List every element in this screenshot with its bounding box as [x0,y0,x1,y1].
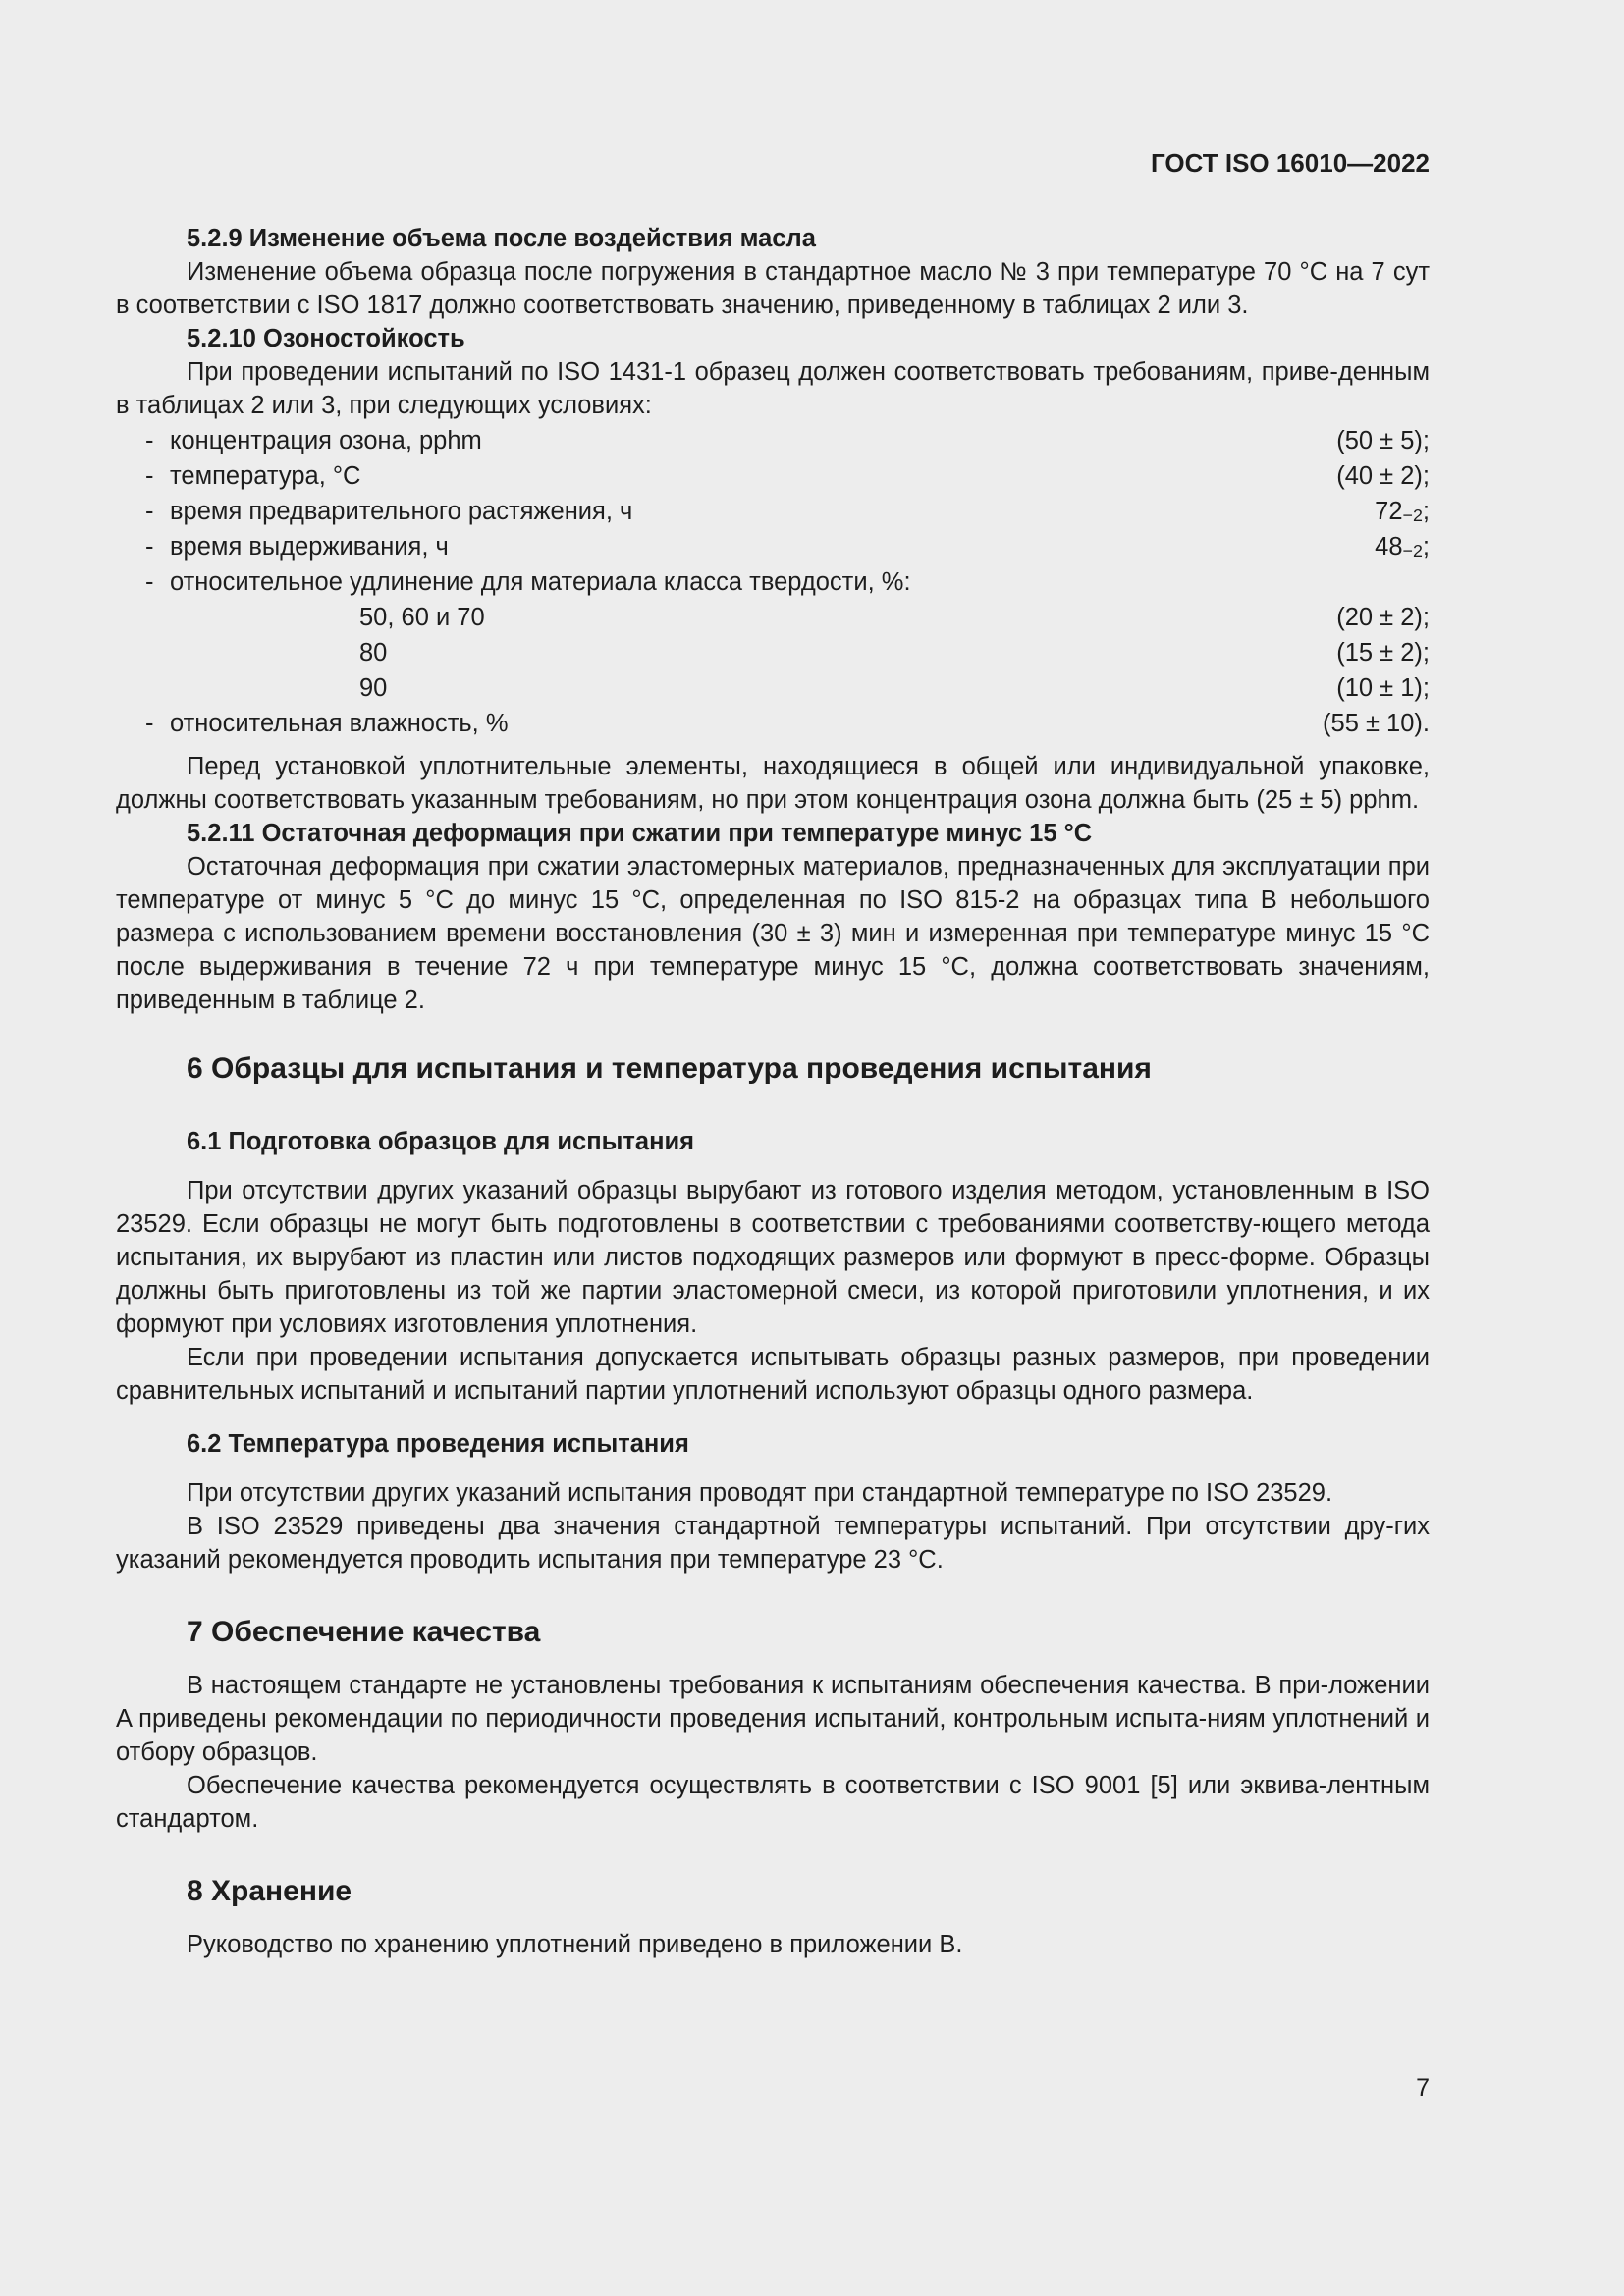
condition-item [116,459,1430,495]
condition-value: (50 ± 5); [1336,427,1430,454]
condition-label: относительное удлинение для материала класса твердости, %: [170,568,911,596]
condition-label: время выдерживания, ч [170,533,449,561]
paragraph-5-2-11: Остаточная деформация при сжатии эластомерных материалов, предназначенных для эксплуатации при температуре от минус 5 °C до минус 15 °C, определенная по ISO 815-2 на образцах типа B небольшого размера с использованием времени восстановления (30 ± 3) мин и измеренная при температуре минус 15 °C после выдерживания в течение 72 ч при температуре минус 15 °C, должна соответствовать значениям, приведенным в таблице 2. [116,853,1430,1014]
heading-6-2: 6.2 Температура проведения испытания [187,1430,689,1458]
hardness-item [116,671,1430,707]
paragraph-6-2-1: При отсутствии других указаний испытания проводят при стандартной температуре по ISO 23529. [187,1479,1333,1507]
hardness-label: 50, 60 и 70 [359,604,485,631]
hardness-item [116,601,1430,636]
paragraph-8-1: Руководство по хранению уплотнений приведено в приложении B. [187,1931,963,1958]
hardness-value: (10 ± 1); [1336,674,1430,702]
paragraph-7-1: В настоящем стандарте не установлены требования к испытаниям обеспечения качества. В при-ложении A приведены рекомендации по периодичности проведения испытаний, контрольным испыта-ниям уплотнений и отбору образцов. [116,1672,1430,1766]
section-8-title: 8 Хранение [187,1875,352,1907]
condition-value [1375,495,1430,528]
paragraph-5-2-10-intro: При проведении испытаний по ISO 1431-1 образец должен соответствовать требованиям, приве-денным в таблицах 2 или 3, при следующих условиях: [116,358,1430,419]
page-number: 7 [1416,2074,1430,2102]
condition-item [116,707,1430,742]
condition-label: время предварительного растяжения, ч [170,498,633,525]
condition-item [116,495,1430,530]
condition-item [116,565,1430,601]
paragraph-5-2-10-note: Перед установкой уплотнительные элементы, находящиеся в общей или индивидуальной упаковке, должны соответствовать указанным требованиям, но при этом концентрация озона должна быть (25 ± 5) pphm. [116,753,1430,814]
hardness-value: (15 ± 2); [1336,639,1430,667]
list-dash: - [145,568,154,596]
condition-label: температура, °C [170,462,361,490]
document-body [116,222,1430,1961]
paragraph-6-1-2: Если при проведении испытания допускается испытывать образцы разных размеров, при проведении сравнительных испытаний и испытаний партии уплотнений используют образцы одного размера. [116,1344,1430,1405]
list-dash: - [145,498,154,525]
list-dash: - [145,427,154,454]
condition-label: относительная влажность, % [170,710,509,737]
hardness-value: (20 ± 2); [1336,604,1430,631]
condition-value: (40 ± 2); [1336,462,1430,490]
value-main: 72 [1375,498,1403,525]
heading-5-2-10: 5.2.10 Озоностойкость [187,325,465,352]
heading-5-2-11: 5.2.11 Остаточная деформация при сжатии при температуре минус 15 °C [187,820,1093,847]
condition-label: концентрация озона, pphm [170,427,482,454]
hardness-label: 90 [359,674,388,702]
hardness-label: 80 [359,639,388,667]
paragraph-6-1-1: При отсутствии других указаний образцы вырубают из готового изделия методом, установленным в ISO 23529. Если образцы не могут быть подготовлены в соответствии с требованиями соответству-ющего метода испытания, их вырубают из пластин или листов подходящих размеров или формуют в пресс-форме. Образцы должны быть приготовлены из той же партии эластомерной смеси, из которой приготовили уплотнения, и их формуют при условиях изготовления уплотнения. [116,1177,1430,1338]
paragraph-5-2-9: Изменение объема образца после погружения в стандартное масло № 3 при температуре 70 °C на 7 сут в соответствии с ISO 1817 должно соответствовать значению, приведенному в таблицах 2 или 3. [116,258,1430,319]
paragraph-7-2: Обеспечение качества рекомендуется осуществлять в соответствии с ISO 9001 [5] или эквива-лентным стандартом. [116,1772,1430,1833]
value-end: ; [1422,498,1430,525]
heading-6-1: 6.1 Подготовка образцов для испытания [187,1128,695,1155]
document-header: ГОСТ ISO 16010—2022 [1150,148,1430,178]
value-tolerance: −2 [1402,506,1423,525]
condition-item [116,424,1430,459]
value-tolerance: −2 [1402,541,1423,561]
value-main: 48 [1375,533,1403,561]
list-dash: - [145,533,154,561]
value-end: ; [1422,533,1430,561]
hardness-item [116,636,1430,671]
list-dash: - [145,462,154,490]
section-7-title: 7 Обеспечение качества [187,1616,541,1648]
section-6-title: 6 Образцы для испытания и температура проведения испытания [187,1052,1152,1085]
heading-5-2-9: 5.2.9 Изменение объема после воздействия масла [187,225,816,252]
document-page [116,0,1430,2296]
list-dash: - [145,710,154,737]
condition-item [116,530,1430,565]
condition-value [1375,530,1430,563]
paragraph-6-2-2: В ISO 23529 приведены два значения стандартной температуры испытаний. При отсутствии дру-гих указаний рекомендуется проводить испытания при температуре 23 °C. [116,1513,1430,1574]
condition-value: (55 ± 10). [1323,710,1430,737]
